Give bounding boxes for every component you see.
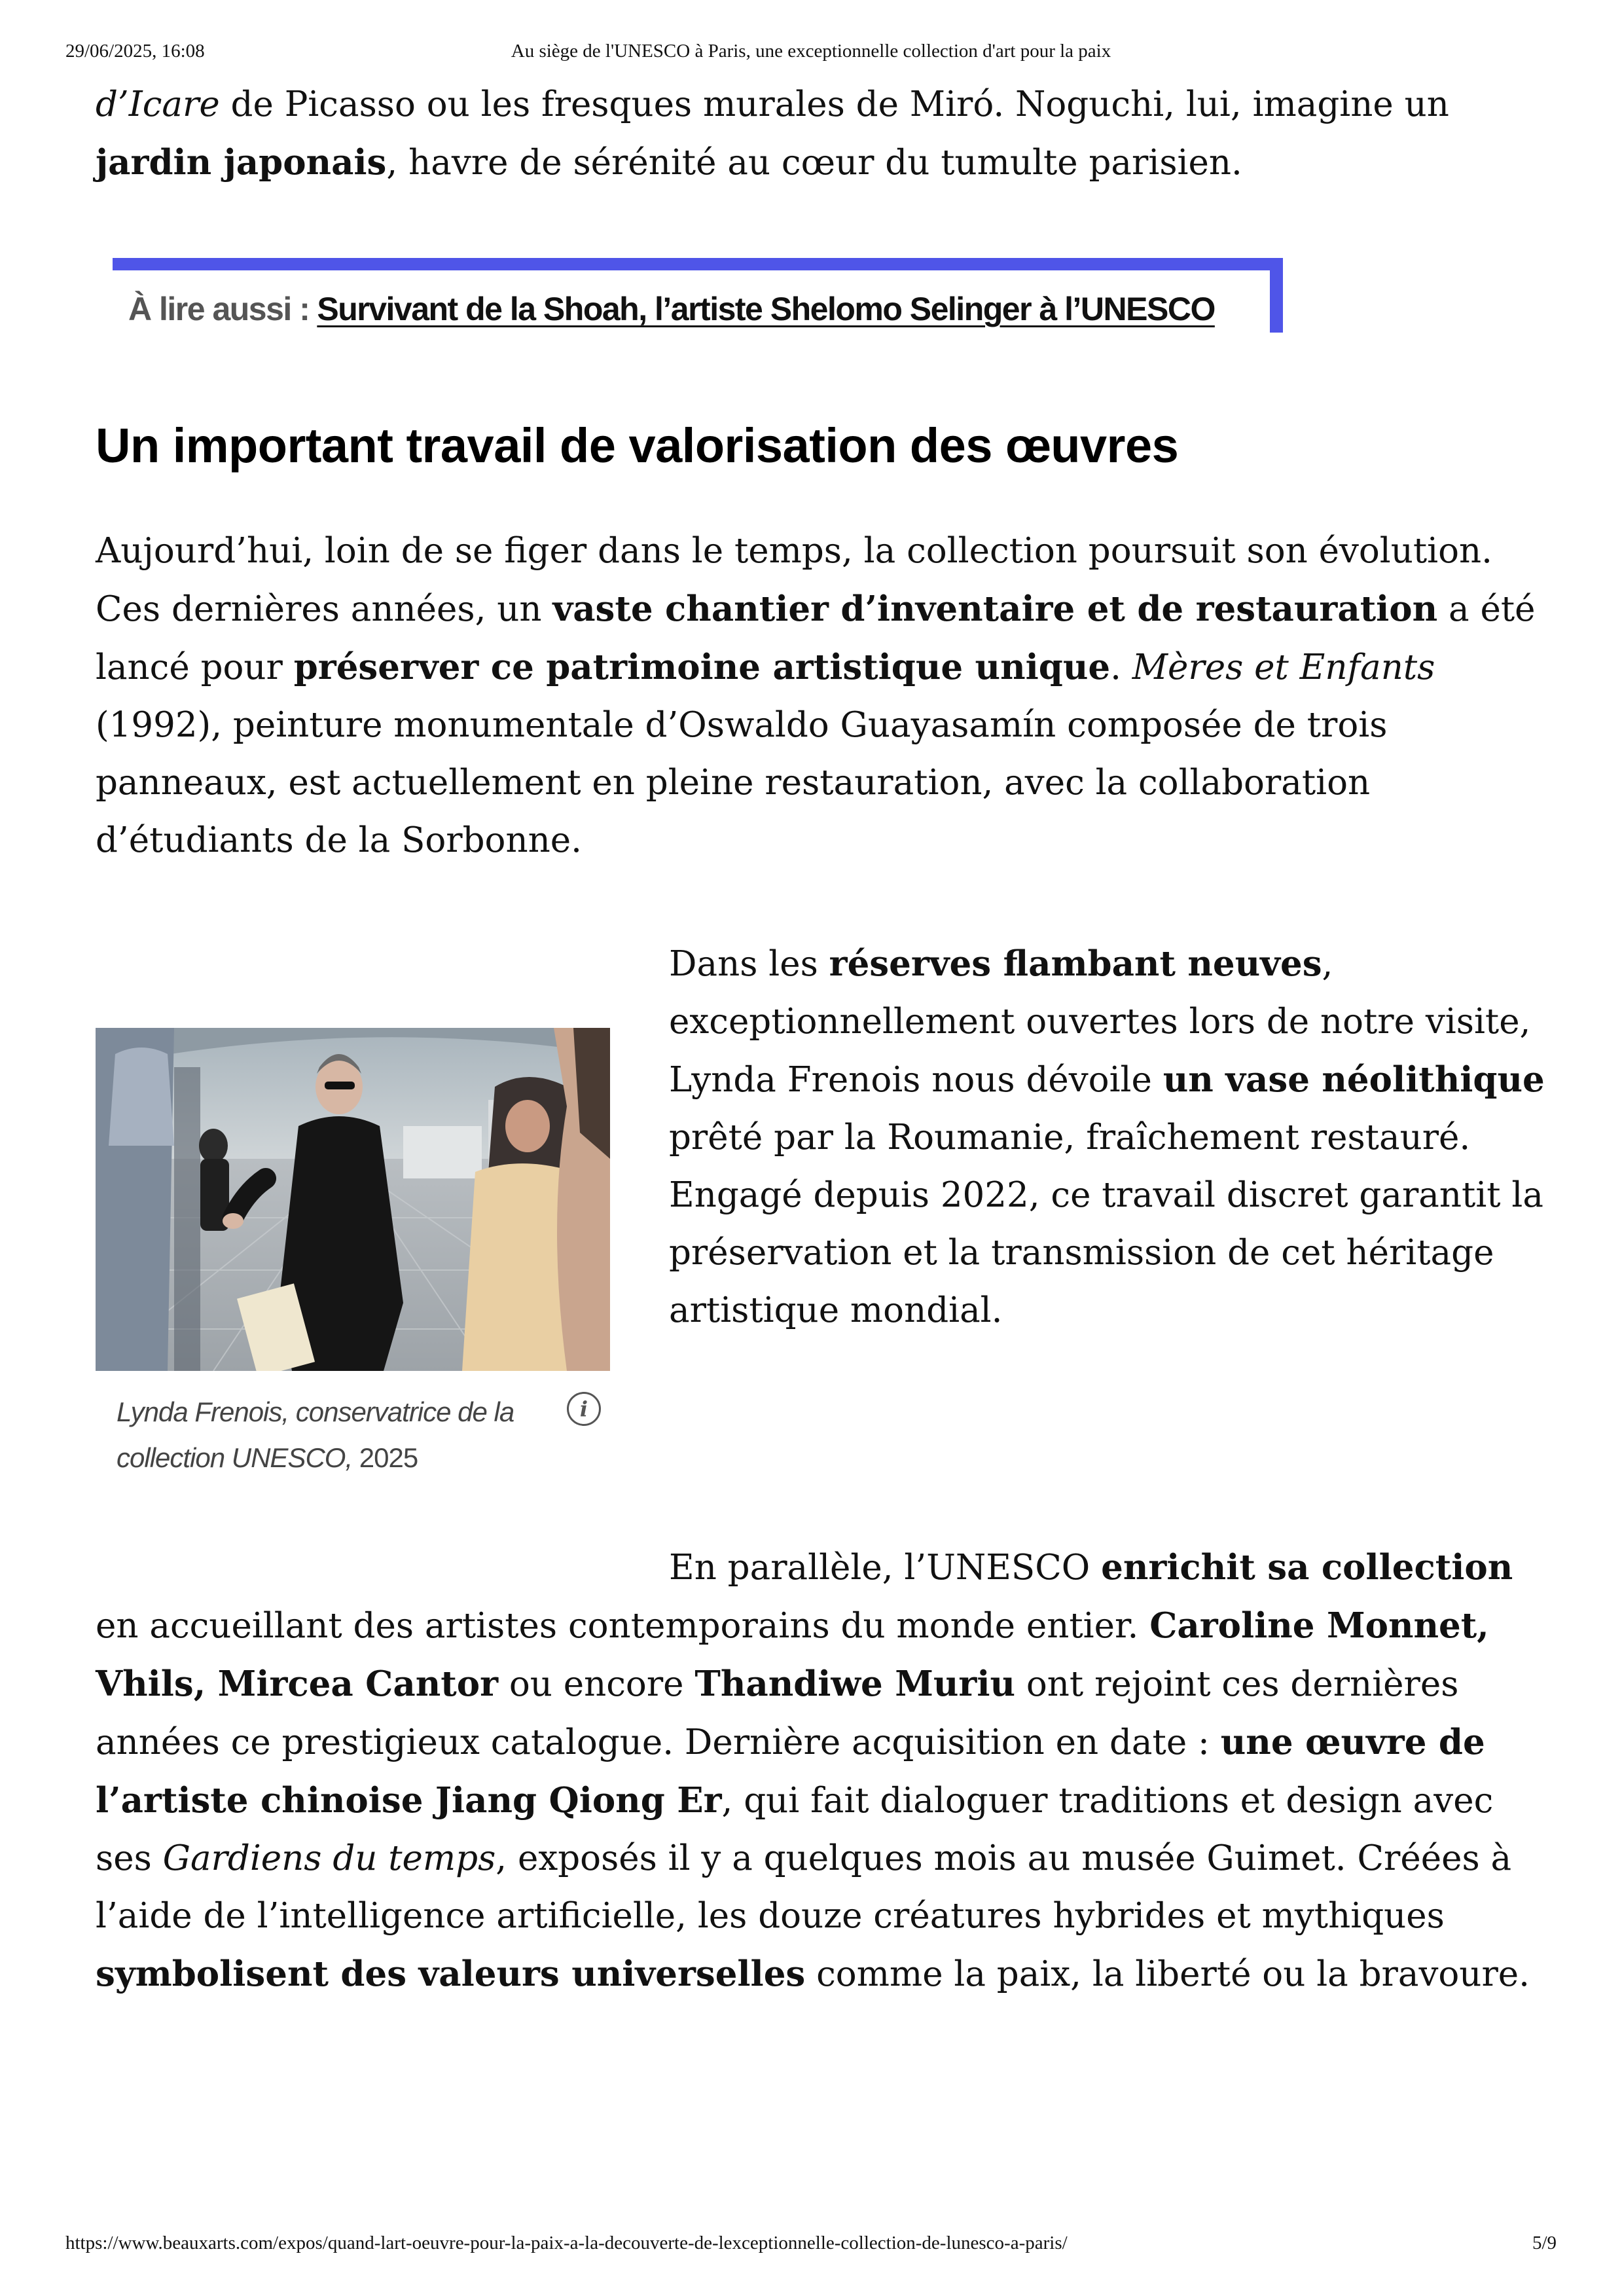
text-span: , havre de sérénité au cœur du tumulte parisien. [386,143,1242,183]
text-span: ont rejoint ces dernières années ce prestigieux catalogue. Dernière acquisition en date : [96,1664,1459,1762]
print-header-title: Au siège de l'UNESCO à Paris, une exceptionnelle collection d'art pour la paix [511,41,1111,62]
text-bold: vaste chantier d’inventaire et de restauration [552,589,1438,629]
text-span: (1992), peinture monumentale d’Oswaldo Guayasamín composée de trois panneaux, est actuellement en pleine restauration, avec la collaboration d’étudiants de la Sorbonne. [96,705,1388,860]
info-icon[interactable]: i [567,1392,601,1426]
text-span: comme la paix, la liberté ou la bravoure. [805,1954,1530,1994]
text-span: . [1110,647,1132,687]
text-span: , exposés il y a quelques mois au musée Guimet. Créées à l’aide de l’intelligence artificielle, les douze créatures hybrides et mythiques [96,1838,1512,1936]
text-span: prêté par la Roumanie, fraîchement restauré. Engagé depuis 2022, ce travail discret garantit la préservation et la transmission de cet héritage artistique mondial. [669,1118,1543,1330]
photo-illustration [96,1028,610,1371]
text-italic: Gardiens du temps [162,1838,496,1878]
article-photo [96,1028,610,1371]
text-bold: jardin japonais [96,142,387,183]
paragraph-reserves [669,935,1546,1339]
text-bold: une œuvre de l’artiste chinoise Jiang Qiong Er [96,1722,1485,1821]
text-span: Dans les [669,944,829,984]
read-also-label: À lire aussi : [128,291,310,327]
text-bold: préserver ce patrimoine artistique unique [293,647,1111,687]
read-also-link[interactable]: Survivant de la Shoah, l’artiste Shelomo Selinger à l’UNESCO [317,291,1215,327]
text-italic: Mères et Enfants [1132,647,1435,687]
paragraph-intro-continued [96,76,1542,192]
text-span: en accueillant des artistes contemporains du monde entier. [96,1606,1150,1646]
callout-accent-top-bar [113,258,1283,270]
text-span: ou encore [498,1664,695,1704]
text-span: de Picasso ou les fresques murales de Miró. Noguchi, lui, imagine un [219,84,1449,124]
text-span: , exceptionnellement ouvertes lors de notre visite, Lynda Frenois nous dévoile [669,944,1531,1100]
print-footer-page-number: 5/9 [1532,2232,1557,2253]
read-also-row [128,289,1215,329]
text-bold: Caroline Monnet, Vhils, Mircea Cantor [96,1605,1489,1704]
print-footer-url: https://www.beauxarts.com/expos/quand-lart-oeuvre-pour-la-paix-a-la-decouverte-de-lexceptionnelle-collection-de-lunesco-a-paris/ [65,2232,1068,2253]
section-heading: Un important travail de valorisation des œuvres [96,418,1179,473]
text-span: , qui fait dialoguer traditions et design avec ses [96,1781,1494,1878]
text-bold: un vase néolithique [1162,1059,1545,1100]
paragraph-acquisitions [96,1539,1542,2003]
text-bold: réserves flambant neuves [829,943,1322,984]
text-italic: d’Icare [96,84,220,124]
text-span: a été lancé pour [96,589,1536,687]
photo-caption [117,1389,535,1481]
paragraph-restoration [96,522,1542,869]
text-bold: symbolisent des valeurs universelles [96,1954,806,1994]
text-span: En parallèle, l’UNESCO [669,1548,1102,1588]
callout-accent-side-bar [1270,258,1283,333]
read-also-callout [113,258,1283,333]
text-bold: enrichit sa collection [1101,1547,1513,1588]
text-span: Aujourd’hui, loin de se figer dans le temps, la collection poursuit son évolution. Ces dernières années, un [96,531,1493,629]
caption-text: Lynda Frenois, conservatrice de la collection UNESCO, [117,1396,514,1473]
text-bold: Thandiwe Muriu [694,1664,1016,1704]
print-header-datetime: 29/06/2025, 16:08 [65,41,205,62]
caption-year: 2025 [352,1442,418,1473]
